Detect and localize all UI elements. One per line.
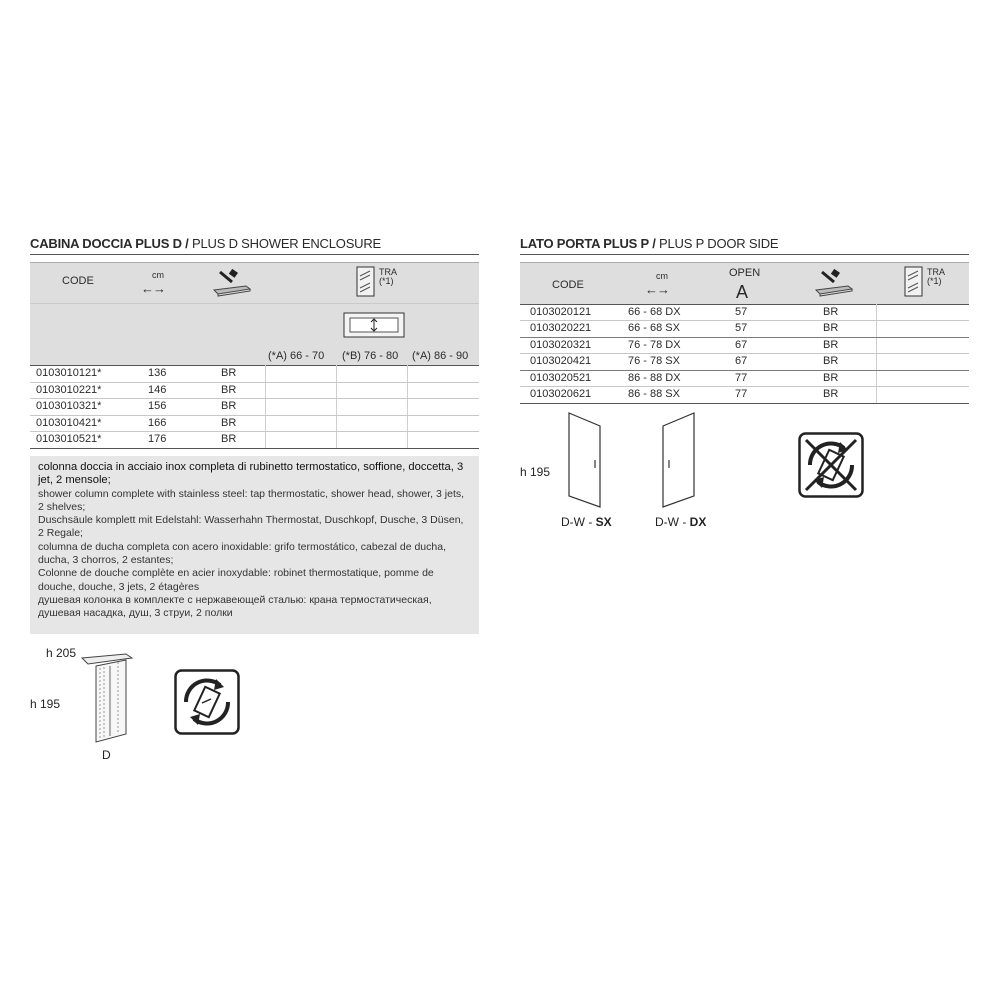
right-header-cm: cm	[656, 271, 668, 281]
left-section-title: CABINA DOCCIA PLUS D / PLUS D SHOWER ENCLOSURE	[30, 236, 382, 251]
table-row: 0103020121 66 - 68 DX 57 BR	[530, 306, 839, 318]
shelf-icon	[812, 268, 856, 298]
height-205-label: h 205	[46, 646, 77, 660]
right-header-tra-note: (*1)	[927, 276, 942, 286]
description-english: shower column complete with stainless steel: tap thermostatic, shower head, shower, 3 jets, 2 shelves;	[38, 487, 465, 513]
table-row: 0103010521* 176 BR	[36, 433, 237, 445]
right-header-open: OPEN	[729, 267, 761, 279]
left-header-code: CODE	[62, 275, 94, 287]
door-sx-label: D-W - SX	[561, 515, 612, 529]
door-dx-drawing	[660, 410, 700, 510]
right-header-code: CODE	[552, 279, 584, 291]
reversible-icon	[174, 669, 240, 735]
table-row: 0103020621 86 - 88 SX 77 BR	[530, 388, 839, 400]
height-195-label: h 195	[520, 465, 551, 479]
shower-tray-icon	[343, 311, 405, 339]
drawing-label-d: D	[102, 748, 111, 762]
table-row: 0103010121* 136 BR	[36, 367, 237, 379]
glass-panel-icon	[904, 266, 924, 298]
table-row: 0103020321 76 - 78 DX 67 BR	[530, 339, 839, 351]
description-italian: colonna doccia in acciaio inox completa di rubinetto termostatico, soffione, doccetta, 3 jet, 2 mensole;	[38, 461, 464, 487]
table-row: 0103020521 86 - 88 DX 77 BR	[530, 372, 839, 384]
description-spanish: columna de ducha completa con acero inoxidable: grifo termostático, cabezal de ducha, ducha, 3 chorros, 2 estantes;	[38, 540, 446, 567]
product-description	[30, 456, 479, 634]
glass-panel-icon	[356, 266, 376, 298]
height-195-label: h 195	[30, 697, 61, 711]
table-row: 0103020221 66 - 68 SX 57 BR	[530, 322, 839, 334]
left-header-range-b: (*B) 76 - 80	[342, 350, 399, 362]
table-row: 0103010321* 156 BR	[36, 400, 237, 412]
description-german: Duschsäule komplett mit Edelstahl: Wasserhahn Thermostat, Duschkopf, Dusche, 3 Düsen, 2 Regale;	[38, 514, 464, 540]
table-row: 0103010221* 146 BR	[36, 384, 237, 396]
description-french: Colonne de douche complète en acier inoxydable: robinet thermostatique, pomme de douche, douche, 3 jets, 2 étagères	[38, 567, 434, 593]
right-header-tra: TRA	[927, 267, 945, 277]
left-header-tra-note: (*1)	[379, 276, 394, 286]
table-row: 0103010421* 166 BR	[36, 417, 237, 429]
shower-column-drawing	[80, 650, 140, 750]
size-arrows-icon: ←→	[645, 282, 669, 297]
door-sx-drawing	[566, 410, 606, 510]
left-header-cm: cm	[152, 270, 164, 280]
width-arrows-icon: ←→	[141, 281, 165, 296]
table-row: 0103020421 76 - 78 SX 67 BR	[530, 355, 839, 367]
description-russian: душевая колонка в комплекте с нержавеющей сталью: крана термостатическая, душевая насадка, душ, 3 струи, 2 полки	[38, 593, 432, 620]
door-dx-label: D-W - DX	[655, 515, 707, 529]
left-header-tra: TRA	[379, 267, 397, 277]
left-header-range-a1: (*A) 66 - 70	[268, 350, 325, 362]
right-header-open-letter: A	[736, 282, 749, 302]
not-reversible-icon	[798, 432, 864, 498]
shelf-icon	[210, 268, 254, 298]
left-header-range-a2: (*A) 86 - 90	[412, 350, 469, 362]
right-section-title: LATO PORTA PLUS P / PLUS P DOOR SIDE	[520, 236, 779, 251]
